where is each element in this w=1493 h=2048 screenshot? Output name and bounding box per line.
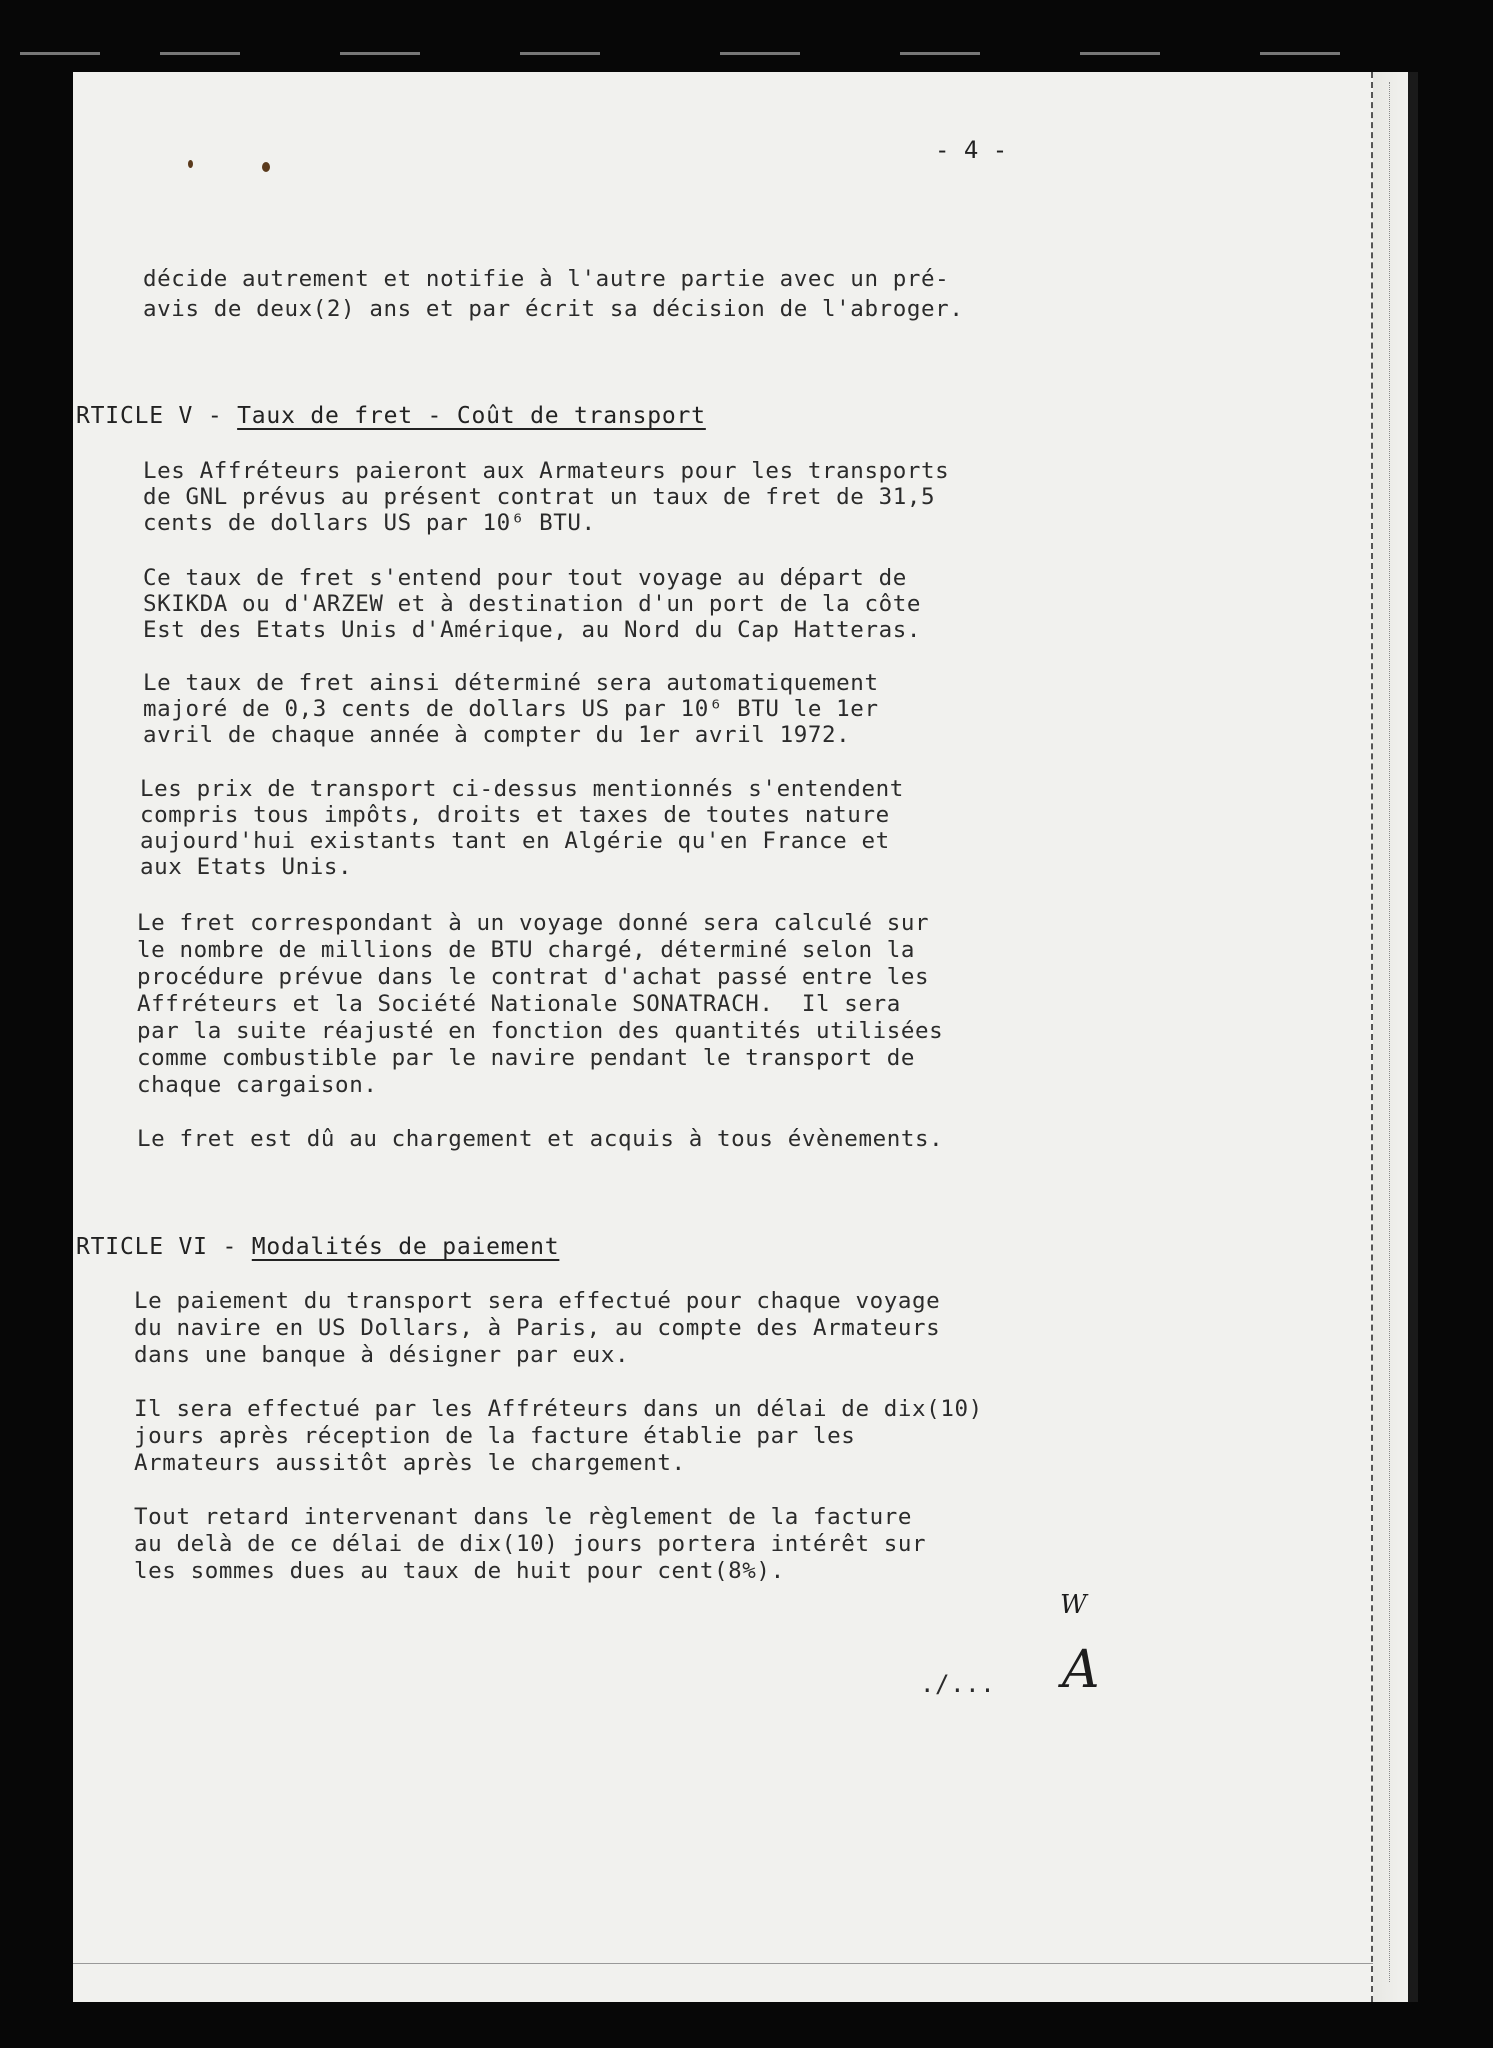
paragraph-line: compris tous impôts, droits et taxes de toutes nature	[140, 802, 890, 828]
paragraph-line: Le fret correspondant à un voyage donné sera calculé sur	[137, 910, 930, 936]
paragraph-line: au delà de ce délai de dix(10) jours portera intérêt sur	[134, 1531, 927, 1557]
paragraph-line: Tout retard intervenant dans le règlement de la facture	[134, 1504, 913, 1530]
continuation-mark: ./...	[920, 1670, 996, 1698]
scan-edge-dots	[1389, 82, 1392, 1982]
paragraph-line: de GNL prévus au présent contrat un taux de fret de 31,5	[143, 484, 936, 510]
article-title: Taux de fret - Coût de transport	[237, 403, 706, 429]
page-number: - 4 -	[935, 136, 1008, 164]
paragraph-line: Il sera effectué par les Affréteurs dans un délai de dix(10)	[134, 1396, 983, 1422]
paragraph-line: Est des Etats Unis d'Amérique, au Nord du Cap Hatteras.	[143, 617, 922, 643]
page-edge-shadow	[1408, 72, 1418, 2002]
paragraph-line: aux Etats Unis.	[140, 854, 353, 880]
paragraph-line: majoré de 0,3 cents de dollars US par 10⁶ BTU le 1er	[143, 696, 879, 722]
stain-spot	[262, 162, 270, 172]
paragraph-line: les sommes dues au taux de huit pour cent(8%).	[134, 1558, 785, 1584]
intro-line: décide autrement et notifie à l'autre partie avec un pré-	[143, 266, 950, 292]
article-number: RTICLE V -	[76, 403, 238, 429]
paragraph-line: Le paiement du transport sera effectué pour chaque voyage	[134, 1288, 941, 1314]
paragraph-line: dans une banque à désigner par eux.	[134, 1342, 630, 1368]
paragraph-line: Affréteurs et la Société Nationale SONATRACH. Il sera	[137, 991, 901, 1017]
initials: W	[1060, 1590, 1087, 1620]
paragraph-line: chaque cargaison.	[137, 1072, 378, 1098]
paragraph-line: comme combustible par le navire pendant le transport de	[137, 1045, 916, 1071]
paragraph-line: Le taux de fret ainsi déterminé sera automatiquement	[143, 670, 879, 696]
paragraph-line: Les prix de transport ci-dessus mentionnés s'entendent	[140, 776, 904, 802]
paragraph-line: Armateurs aussitôt après le chargement.	[134, 1450, 686, 1476]
article-number: RTICLE VI -	[76, 1234, 252, 1260]
article-heading	[76, 1234, 559, 1260]
paragraph-line: SKIKDA ou d'ARZEW et à destination d'un port de la côte	[143, 591, 922, 617]
paragraph-line: par la suite réajusté en fonction des quantités utilisées	[137, 1018, 944, 1044]
paragraph-line: aujourd'hui existants tant en Algérie qu'en France et	[140, 828, 890, 854]
article-heading	[76, 403, 706, 429]
paragraph-line: Ce taux de fret s'entend pour tout voyage au départ de	[143, 565, 907, 591]
paragraph-line: du navire en US Dollars, à Paris, au compte des Armateurs	[134, 1315, 941, 1341]
paragraph-line: cents de dollars US par 10⁶ BTU.	[143, 510, 596, 536]
paragraph-line: Les Affréteurs paieront aux Armateurs pour les transports	[143, 458, 950, 484]
paragraph-line: avril de chaque année à compter du 1er avril 1972.	[143, 722, 851, 748]
paragraph-line: procédure prévue dans le contrat d'achat passé entre les	[137, 964, 930, 990]
paragraph-line: Le fret est dû au chargement et acquis à tous évènements.	[137, 1126, 944, 1152]
signature: A	[1062, 1640, 1100, 1700]
paragraph-line: le nombre de millions de BTU chargé, déterminé selon la	[137, 937, 916, 963]
paragraph-line: jours après réception de la facture établie par les	[134, 1423, 856, 1449]
page-bottom-line	[73, 1963, 1373, 1964]
intro-line: avis de deux(2) ans et par écrit sa décision de l'abroger.	[143, 296, 964, 322]
stain-spot	[188, 160, 193, 168]
article-title: Modalités de paiement	[251, 1234, 560, 1260]
